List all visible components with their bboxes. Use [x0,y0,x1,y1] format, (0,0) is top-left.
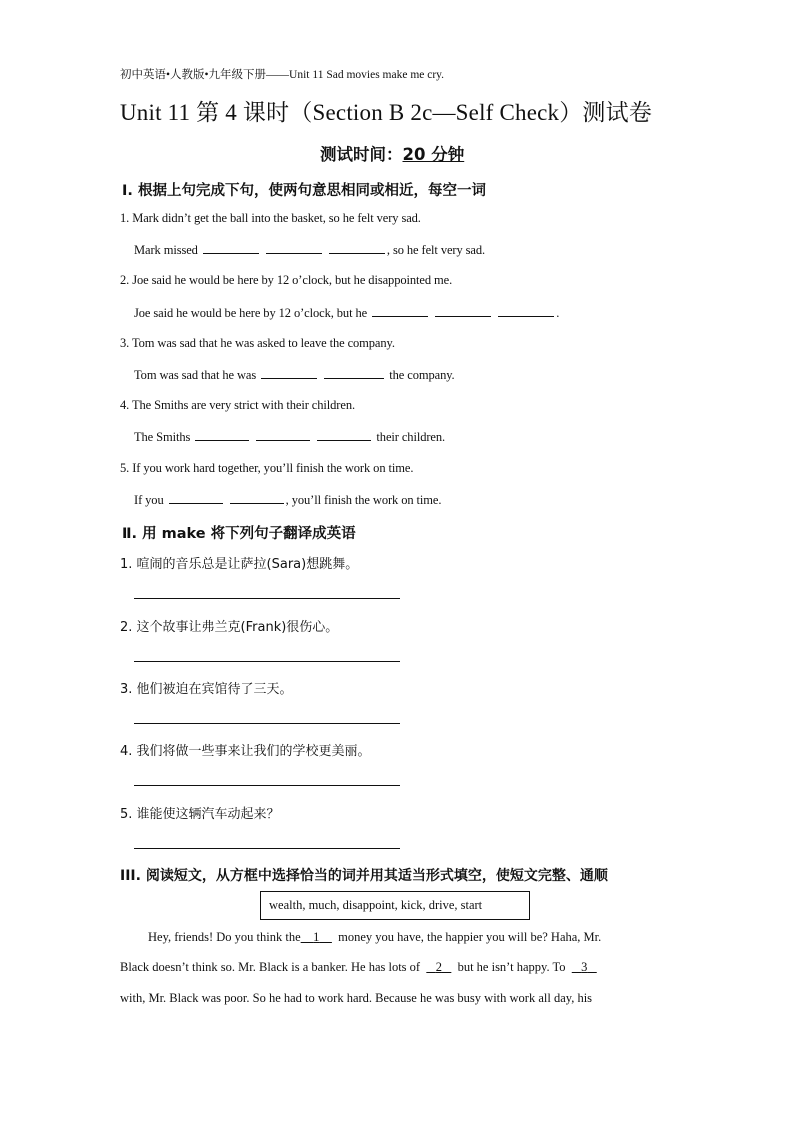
blank-number: 1 [313,930,320,944]
s1-answer-4 [134,429,445,445]
s1-answer-1-pre: Mark missed [134,243,198,257]
test-time-label: 测试时间： [320,145,403,164]
s1-answer-2 [134,305,559,321]
word-box: wealth, much, disappoint, kick, drive, start [260,891,530,920]
answer-line[interactable] [134,598,400,599]
passage-text: Hey, friends! Do you think the [148,930,301,944]
answer-blank[interactable] [256,429,310,441]
answer-blank[interactable] [324,367,384,379]
s2-item-2: 2. 这个故事让弗兰克(Frank)很伤心。 [120,620,339,635]
answer-line[interactable] [134,723,400,724]
section-3-heading: III. 阅读短文，从方框中选择恰当的词并用其适当形式填空，使短文完整、通顺 [120,868,608,884]
s2-item-4: 4. 我们将做一些事来让我们的学校更美丽。 [120,744,371,759]
s1-question-4: 4. The Smiths are very strict with their children. [120,398,355,412]
page-header: 初中英语•人教版•九年级下册——Unit 11 Sad movies make me cry. [120,69,445,81]
answer-blank[interactable] [498,305,554,317]
s1-question-2: 2. Joe said he would be here by 12 o’clock, but he disappointed me. [120,273,453,287]
s1-answer-5 [134,492,441,508]
answer-blank[interactable] [203,242,259,254]
answer-blank[interactable] [317,429,371,441]
test-time [320,141,464,165]
test-time-value: 20 分钟 [402,145,465,164]
s1-answer-4-post: their children. [376,430,446,444]
s1-answer-4-pre: The Smiths [134,430,191,444]
s1-answer-5-pre: If you [134,493,164,507]
s2-item-5: 5. 谁能使这辆汽车动起来？ [120,807,280,822]
answer-blank[interactable] [372,305,428,317]
passage-text: but he isn’t happy. To [457,960,566,974]
page-title: Unit 11 第 4 课时（Section B 2c—Self Check）测试卷 [120,100,653,125]
passage-text: Black doesn’t think so. Mr. Black is a banker. He has lots of [120,960,421,974]
blank-number: 3 [581,960,588,974]
s1-answer-5-post: , you’ll finish the work on time. [285,493,442,507]
s1-answer-2-post: . [556,306,560,320]
passage-blank-3[interactable] [572,960,597,974]
section-2-heading: Ⅱ. 用 make 将下列句子翻译成英语 [122,526,356,542]
s1-answer-3-pre: Tom was sad that he was [134,368,257,382]
answer-line[interactable] [134,661,400,662]
answer-blank[interactable] [169,492,223,504]
blank-number: 2 [435,960,442,974]
s1-question-3: 3. Tom was sad that he was asked to leave the company. [120,336,395,350]
s1-answer-3 [134,367,455,383]
passage-line-2 [120,960,676,975]
passage-line-3: with, Mr. Black was poor. So he had to work hard. Because he was busy with work all day, his [120,991,593,1005]
passage-text: money you have, the happier you will be? Haha, Mr. [338,930,602,944]
s1-question-5: 5. If you work hard together, you’ll finish the work on time. [120,461,414,475]
s1-answer-1 [134,242,485,258]
answer-blank[interactable] [230,492,284,504]
s1-answer-2-pre: Joe said he would be here by 12 o’clock, but he [134,306,368,320]
s2-item-1: 1. 喧闹的音乐总是让萨拉(Sara)想跳舞。 [120,557,359,572]
passage-blank-1[interactable] [301,930,332,944]
answer-blank[interactable] [435,305,491,317]
answer-line[interactable] [134,785,400,786]
passage-line-1 [148,930,704,945]
s2-item-3: 3. 他们被迫在宾馆待了三天。 [120,682,293,697]
s1-question-1: 1. Mark didn’t get the ball into the basket, so he felt very sad. [120,211,421,225]
answer-blank[interactable] [266,242,322,254]
section-1-heading: Ⅰ. 根据上句完成下句，使两句意思相同或相近，每空一词 [122,183,486,199]
answer-blank[interactable] [195,429,249,441]
s1-answer-3-post: the company. [389,368,455,382]
answer-blank[interactable] [329,242,385,254]
passage-blank-2[interactable] [426,960,451,974]
answer-line[interactable] [134,848,400,849]
answer-blank[interactable] [261,367,317,379]
s1-answer-1-post: , so he felt very sad. [386,243,486,257]
